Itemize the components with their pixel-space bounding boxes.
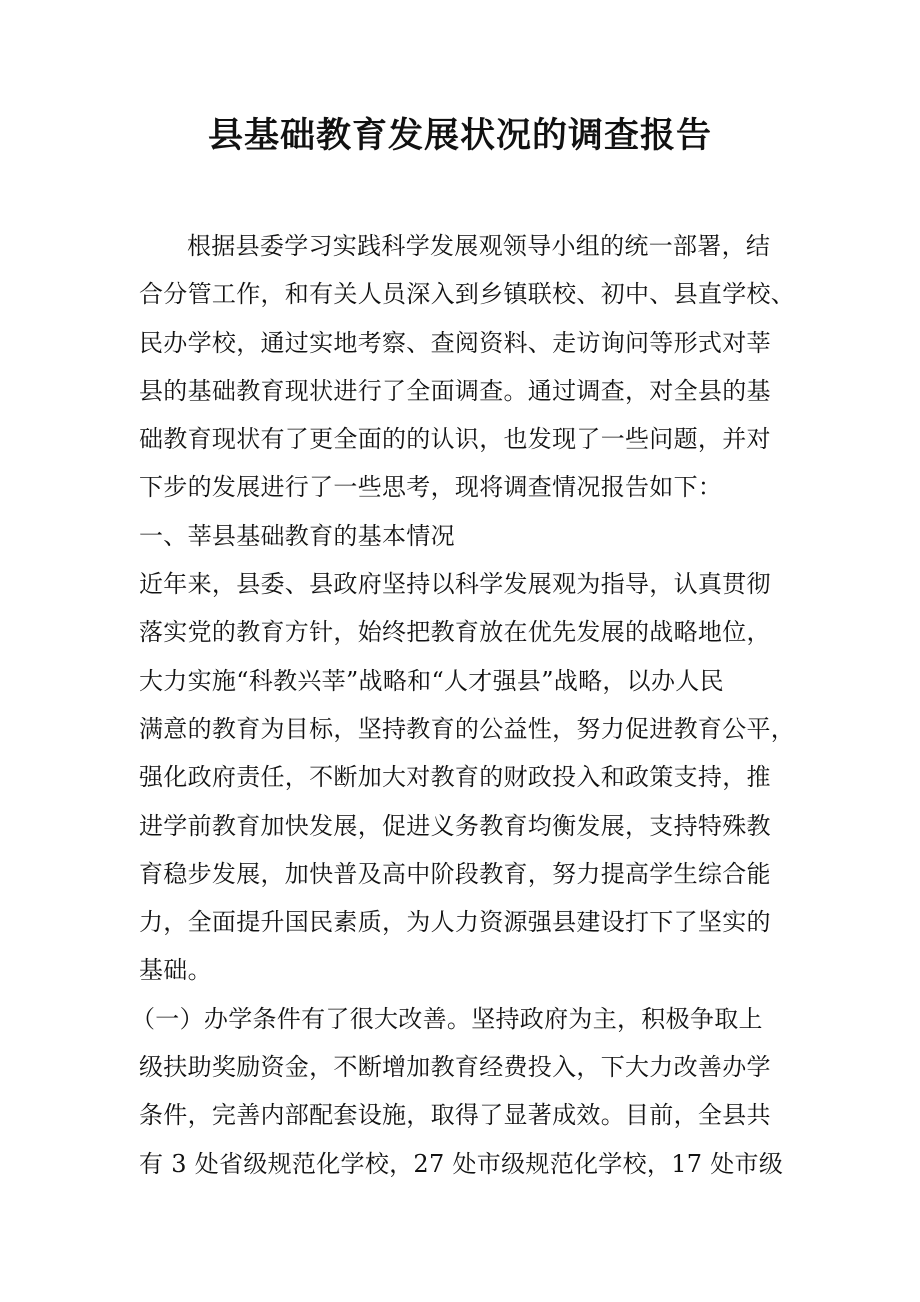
paragraph-line: 基础。 xyxy=(139,956,212,985)
paragraph-line: 强化政府责任，不断加大对教育的财政投入和政策支持，推 xyxy=(139,763,771,792)
paragraph-line: 近年来，县委、县政府坚持以科学发展观为指导，认真贯彻 xyxy=(139,570,771,599)
section-heading: 一、莘县基础教育的基本情况 xyxy=(139,521,455,550)
paragraph-line: 民办学校，通过实地考察、查阅资料、走访询问等形式对莘 xyxy=(139,328,771,357)
paragraph-line: 有 3 处省级规范化学校，27 处市级规范化学校，17 处市级 xyxy=(139,1149,784,1178)
paragraph-line: 力，全面提升国民素质，为人力资源强县建设打下了坚实的 xyxy=(139,908,771,937)
paragraph-line: 础教育现状有了更全面的的认识，也发现了一些问题，并对 xyxy=(139,425,771,454)
paragraph-line: 合分管工作，和有关人员深入到乡镇联校、初中、县直学校、 xyxy=(139,280,796,309)
paragraph-line: 条件，完善内部配套设施，取得了显著成效。目前，全县共 xyxy=(139,1101,771,1130)
paragraph-line: 进学前教育加快发展，促进义务教育均衡发展，支持特殊教 xyxy=(139,811,771,840)
paragraph-line: 县的基础教育现状进行了全面调查。通过调查，对全县的基 xyxy=(139,376,771,405)
paragraph-line: 落实党的教育方针，始终把教育放在优先发展的战略地位， xyxy=(139,618,771,647)
subsection-line: （一）办学条件有了很大改善。坚持政府为主，积极争取上 xyxy=(131,1004,763,1033)
paragraph-line: 级扶助奖励资金，不断增加教育经费投入，下大力改善办学 xyxy=(139,1053,771,1082)
paragraph-line: 下步的发展进行了一些思考，现将调查情况报告如下： xyxy=(139,473,723,502)
document-body xyxy=(131,222,796,1188)
paragraph-line: 育稳步发展，加快普及高中阶段教育，努力提高学生综合能 xyxy=(139,859,771,888)
document-title: 县基础教育发展状况的调查报告 xyxy=(207,115,712,156)
paragraph-line: 根据县委学习实践科学发展观领导小组的统一部署，结 xyxy=(187,232,771,260)
paragraph-line: 大力实施“科教兴莘”战略和“人才强县”战略，以办人民 xyxy=(139,666,724,695)
paragraph-line: 满意的教育为目标，坚持教育的公益性，努力促进教育公平， xyxy=(139,714,796,743)
